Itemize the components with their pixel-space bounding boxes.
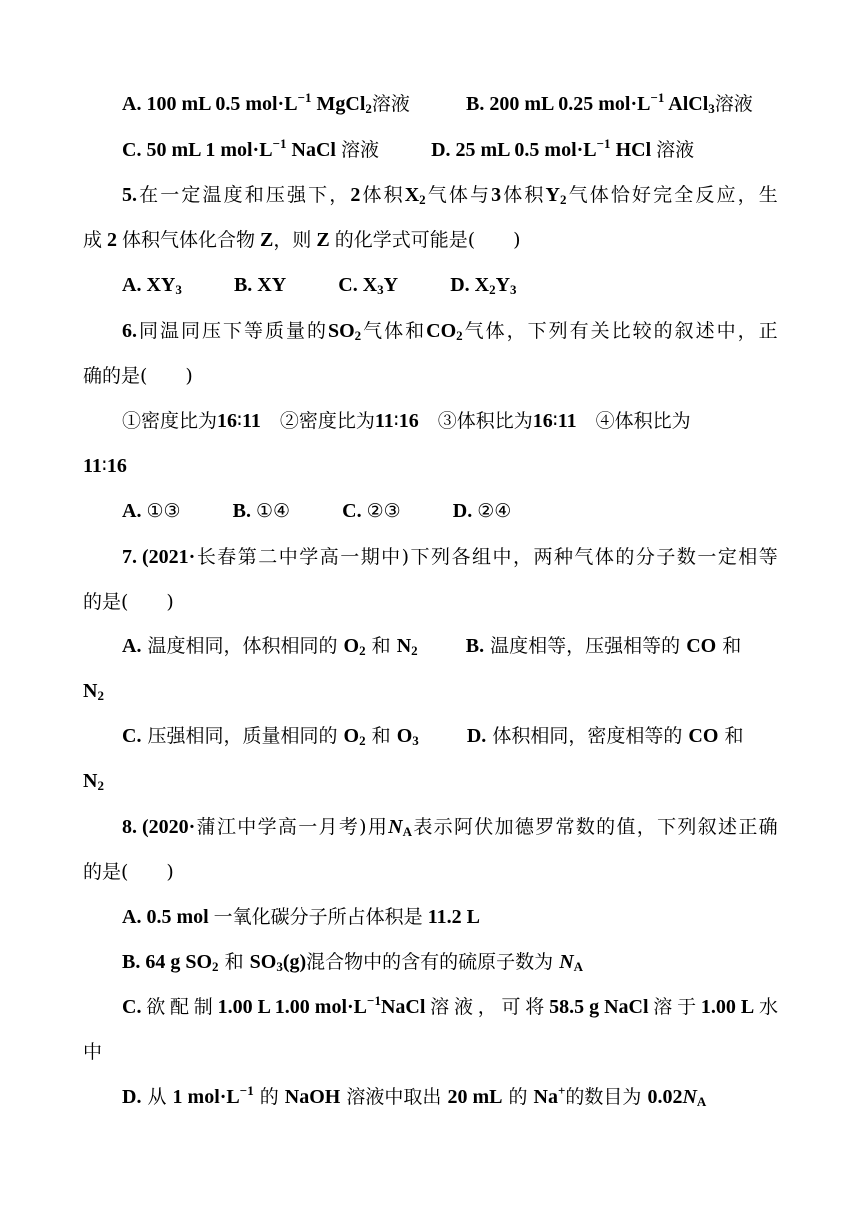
q7-stem-line-1: 7. (2021· 长 春 第 二 中 学 高 一 期 中 ) 下 列 各 组 中 ， 两 种 气 体 的 分 子 数 一 定 相 等 <box>122 546 778 568</box>
q4-options-row-2 <box>122 135 694 165</box>
q5-options <box>122 270 517 300</box>
q8-stem-line-2: 的是( ) <box>83 861 174 883</box>
q7-stem-line-2: 的是( ) <box>83 591 174 613</box>
q7-options-row-1-wrap: $N_2$ <box>83 680 104 703</box>
q6-stem-line-2: 确的是( ) <box>83 365 193 387</box>
q5-stem-line-1: 5. 在 一 定 温 度 和 压 强 下 ， 2 体 积 $X_2$ 气 体 与 3 体 积 $Y_2$ 气 体 恰 好 完 全 反 应 ， 生 <box>122 184 778 207</box>
q4-option-d-render: D. 25 mL 0.5 $mol\cdot L^{-1}$ HCl 溶液 <box>431 136 695 161</box>
q6-option-a-render: A. ①③ <box>122 500 181 522</box>
q6-option-c-render: C. ②③ <box>342 500 401 522</box>
q8-option-a-render: A. 0.5 mol 一氧化碳分子所占体积是 11.2 L <box>122 906 480 928</box>
q4-option-c-render: C. 50 mL 1 $mol\cdot L^{-1}$ NaCl 溶液 <box>122 136 379 161</box>
q7-option-d-render: D. 体积相同，密度相等的 CO 和 <box>466 725 744 747</box>
q8-stem-line-1: 8. (2020· 蒲 江 中 学 高 一 月 考 ) 用 $N_A$ 表 示 阿 伏 加 德 罗 常 数 的 值 ， 下 列 叙 述 正 确 <box>122 816 778 839</box>
q8-option-d-render: D. 从 1 $mol\cdot L^{-1}$ 的 NaOH 溶液中取出 20 mL 的 Na+的数目为 $0.02N_A$ <box>122 1083 707 1109</box>
q5-option-a-render: A. $XY_3$ <box>122 274 182 297</box>
q5-stem-line-2: 成 2 体积气体化合物 Z，则 Z 的化学式可能是( ) <box>83 229 521 251</box>
q5-option-d-render: D. $X_2Y_3$ <box>450 274 517 297</box>
q6-option-d-render: D. ②④ <box>452 500 512 522</box>
q7-options-row-2-wrap: $N_2$ <box>83 770 104 793</box>
q6-option-b-render: B. ①④ <box>232 500 291 522</box>
q7-option-a-render: A. 温度相同，体积相同的 $O_2$ 和 $N_2$ <box>122 635 418 658</box>
q8-option-c-line-2: 中 <box>83 1041 103 1063</box>
q4-option-a-render: A. 100 mL 0.5 $mol\cdot L^{-1}$ MgCl$_2$溶液 <box>122 90 410 116</box>
q6-stem-line-1: 6. 同 温 同 压 下 等 质 量 的 $SO_2$ 气 体 和 $CO_2$ 气 体 ， 下 列 有 关 比 较 的 叙 述 中 ， 正 <box>122 320 778 343</box>
q8-option-c-line-1: C. 欲 配 制 1.00 L 1.00 $mol\cdot L^{-1}NaCl$ 溶 液 ， 可 将 58.5 g NaCl 溶 于 1.00 L 水 <box>122 993 778 1018</box>
q6-statements-line-1: ①密度比为16∶11 ②密度比为11∶16 ③体积比为16∶11 ④体积比为 <box>122 410 691 432</box>
q7-options-row-2 <box>122 721 743 751</box>
q5-option-c-render: C. $X_3Y$ <box>338 274 399 297</box>
q5-option-b-render: B. XY <box>233 274 287 296</box>
q6-statements-line-2: 11∶16 <box>83 455 127 477</box>
q6-options <box>122 496 511 526</box>
q7-options-row-1 <box>122 631 741 661</box>
q8-option-b-render: B. 64 g $SO_2$ 和 $SO_3(g)$混合物中的含有的硫原子数为 $N_A$ <box>122 951 584 974</box>
q4-option-b-render: B. 200 mL 0.25 $mol\cdot L^{-1}$ AlCl$_3$溶液 <box>466 90 753 116</box>
q7-option-c-render: C. 压强相同，质量相同的 $O_2$ 和 $O_3$ <box>122 725 419 748</box>
q4-options-row-1 <box>122 89 753 119</box>
q7-option-b-render: B. 温度相等，压强相等的 CO 和 <box>465 635 742 657</box>
